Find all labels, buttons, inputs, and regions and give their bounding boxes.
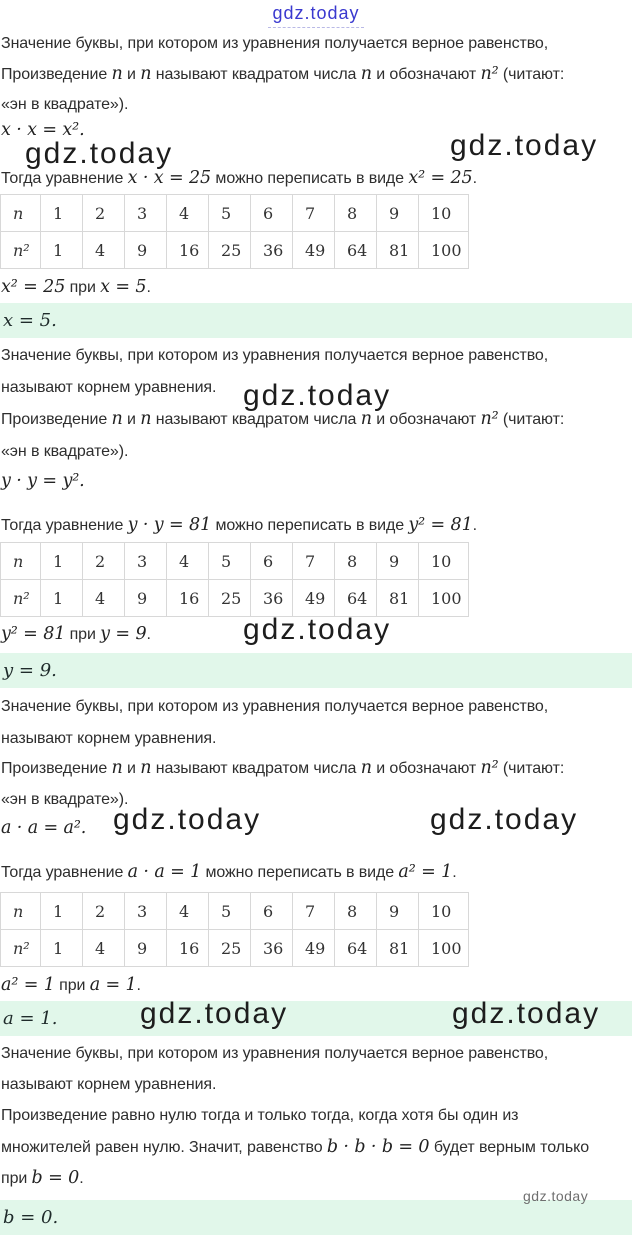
- table-cell: 10: [419, 893, 469, 930]
- text-line: [1, 1074, 216, 1096]
- table-cell: 9: [125, 232, 167, 269]
- plain-text: и: [122, 411, 141, 428]
- squares-table: [0, 194, 469, 269]
- gdz-logo-link[interactable]: gdz.today: [268, 3, 363, 28]
- watermark: gdz.today: [450, 129, 599, 162]
- table-cell: 1: [41, 580, 83, 617]
- plain-text: «эн в квадрате»).: [1, 96, 129, 113]
- table-cell: 4: [83, 930, 125, 967]
- table-cell: 16: [167, 580, 209, 617]
- math-text: y · y = y².: [1, 471, 85, 491]
- text-line: [1, 789, 128, 811]
- plain-text: называют квадратом числа: [151, 760, 361, 777]
- plain-text: .: [146, 626, 151, 643]
- table-cell: 1: [41, 543, 83, 580]
- text-line: [1, 345, 548, 367]
- plain-text: Произведение: [1, 411, 112, 428]
- text-line: [1, 728, 216, 750]
- table-cell: 5: [209, 195, 251, 232]
- text-line: [1, 861, 457, 884]
- math-text: y² = 81: [1, 624, 66, 644]
- math-text: x² = 25: [1, 277, 66, 297]
- text-line: [1, 167, 477, 190]
- plain-text: при: [54, 977, 90, 994]
- text-line: [1, 63, 564, 86]
- table-cell: 9: [377, 893, 419, 930]
- plain-text: называют квадратом числа: [151, 66, 361, 83]
- math-text: n: [111, 409, 123, 429]
- table-cell: 8: [335, 893, 377, 930]
- plain-text: и обозначают: [371, 66, 481, 83]
- math-text: n: [360, 64, 372, 84]
- watermark: gdz.today: [452, 997, 601, 1030]
- plain-text: при: [1, 1170, 32, 1187]
- table-cell: 6: [251, 893, 293, 930]
- plain-text: называют корнем уравнения.: [1, 730, 217, 747]
- table-cell: 3: [125, 195, 167, 232]
- plain-text: можно переписать в виде: [201, 864, 399, 881]
- table-cell: 9: [377, 195, 419, 232]
- result-line: [1, 974, 141, 997]
- watermark: gdz.today: [113, 803, 262, 836]
- plain-text: .: [452, 864, 457, 881]
- table-cell: 1: [41, 930, 83, 967]
- squares-table: [0, 542, 469, 617]
- math-text: a · a = 1: [127, 862, 202, 882]
- math-text: a² = 1: [1, 975, 55, 995]
- table-cell: 81: [377, 580, 419, 617]
- text-line: [1, 757, 564, 780]
- math-text: x = 5.: [3, 310, 57, 331]
- plain-text: и: [122, 760, 141, 777]
- text-line: [1, 377, 216, 399]
- table-cell: 2: [83, 543, 125, 580]
- table-cell: 9: [125, 580, 167, 617]
- plain-text: Произведение: [1, 760, 112, 777]
- table-cell: 4: [167, 893, 209, 930]
- table-cell: 64: [335, 232, 377, 269]
- plain-text: Значение буквы, при котором из уравнения получается верное равенство,: [1, 698, 549, 715]
- math-text: x · x = x².: [1, 120, 85, 140]
- table-cell: 36: [251, 232, 293, 269]
- text-line: [1, 33, 548, 55]
- table-cell: 36: [251, 930, 293, 967]
- math-text: b = 0: [31, 1168, 80, 1188]
- watermark: gdz.today: [243, 379, 392, 412]
- text-line: [1, 1105, 518, 1127]
- table-cell: 1: [41, 893, 83, 930]
- plain-text: и обозначают: [371, 411, 481, 428]
- table-cell: 5: [209, 543, 251, 580]
- math-text: x · x = 25: [127, 168, 212, 188]
- table-cell: 4: [83, 232, 125, 269]
- math-text: n²: [480, 758, 499, 778]
- table-cell: 8: [335, 543, 377, 580]
- result-line: [1, 276, 151, 299]
- table-row: [1, 580, 469, 617]
- table-cell: 49: [293, 232, 335, 269]
- table-cell: 64: [335, 580, 377, 617]
- answer-highlight: [0, 1001, 632, 1036]
- table-cell: 8: [335, 195, 377, 232]
- plain-text: .: [472, 517, 477, 534]
- table-cell: 64: [335, 930, 377, 967]
- plain-text: множителей равен нулю. Значит, равенство: [1, 1139, 327, 1156]
- table-cell: 100: [419, 232, 469, 269]
- plain-text: Тогда уравнение: [1, 517, 128, 534]
- text-line: [1, 441, 128, 463]
- math-text: a · a = a².: [1, 818, 87, 838]
- math-text: y · y = 81: [127, 515, 212, 535]
- table-cell: 5: [209, 893, 251, 930]
- watermark: gdz.today: [25, 137, 174, 170]
- text-line: [1, 94, 128, 116]
- table-cell: 4: [167, 195, 209, 232]
- math-text: a² = 1: [398, 862, 453, 882]
- table-cell: n²: [1, 580, 41, 617]
- table-cell: n: [1, 543, 41, 580]
- table-cell: 7: [293, 893, 335, 930]
- table-row: [1, 893, 469, 930]
- plain-text: при: [65, 626, 101, 643]
- math-text: n: [140, 409, 152, 429]
- watermark: gdz.today: [243, 613, 392, 646]
- math-text: a = 1.: [3, 1008, 58, 1029]
- plain-text: .: [472, 170, 477, 187]
- table-cell: 2: [83, 893, 125, 930]
- math-text: n²: [480, 64, 499, 84]
- plain-text: называют корнем уравнения.: [1, 379, 217, 396]
- plain-text: (читают:: [498, 760, 565, 777]
- math-text: a = 1: [89, 975, 137, 995]
- math-text: n: [360, 758, 372, 778]
- plain-text: .: [79, 1170, 84, 1187]
- table-cell: 25: [209, 930, 251, 967]
- watermark: gdz.today: [430, 803, 579, 836]
- table-cell: 16: [167, 232, 209, 269]
- math-text: n: [140, 758, 152, 778]
- table-cell: 81: [377, 930, 419, 967]
- table-cell: 25: [209, 232, 251, 269]
- squares-table: [0, 892, 469, 967]
- math-text: n: [360, 409, 372, 429]
- table-cell: 36: [251, 580, 293, 617]
- table-cell: 7: [293, 195, 335, 232]
- math-text: n: [111, 64, 123, 84]
- plain-text: .: [146, 279, 151, 296]
- table-cell: 6: [251, 195, 293, 232]
- plain-text: будет верным только: [429, 1139, 590, 1156]
- table-cell: 3: [125, 543, 167, 580]
- plain-text: можно переписать в виде: [211, 170, 409, 187]
- plain-text: Тогда уравнение: [1, 170, 128, 187]
- table-cell: n²: [1, 232, 41, 269]
- watermark: gdz.today: [140, 997, 289, 1030]
- math-text: y = 9.: [3, 660, 57, 681]
- plain-text: Произведение равно нулю тогда и только тогда, когда хотя бы один из: [1, 1107, 519, 1124]
- table-cell: 4: [83, 580, 125, 617]
- math-text: n: [111, 758, 123, 778]
- table-cell: 2: [83, 195, 125, 232]
- text-line: [1, 1167, 84, 1190]
- table-cell: 100: [419, 930, 469, 967]
- plain-text: Произведение: [1, 66, 112, 83]
- table-cell: 9: [125, 930, 167, 967]
- formula-line: [1, 119, 85, 142]
- plain-text: можно переписать в виде: [211, 517, 409, 534]
- table-cell: 10: [419, 543, 469, 580]
- table-cell: 49: [293, 580, 335, 617]
- table-cell: 3: [125, 893, 167, 930]
- answer-highlight: [0, 303, 632, 338]
- answer-highlight: [0, 653, 632, 688]
- table-cell: 9: [377, 543, 419, 580]
- table-cell: n²: [1, 930, 41, 967]
- table-cell: n: [1, 893, 41, 930]
- watermark: gdz.today: [523, 1188, 589, 1204]
- formula-line: [1, 470, 85, 493]
- plain-text: .: [136, 977, 141, 994]
- result-line: [1, 623, 151, 646]
- plain-text: и обозначают: [371, 760, 481, 777]
- table-row: [1, 232, 469, 269]
- plain-text: «эн в квадрате»).: [1, 791, 129, 808]
- plain-text: Значение буквы, при котором из уравнения получается верное равенство,: [1, 35, 549, 52]
- math-text: y² = 81: [408, 515, 473, 535]
- table-cell: 81: [377, 232, 419, 269]
- text-line: [1, 408, 564, 431]
- table-cell: 25: [209, 580, 251, 617]
- table-cell: 49: [293, 930, 335, 967]
- table-row: [1, 930, 469, 967]
- table-cell: 16: [167, 930, 209, 967]
- table-cell: 10: [419, 195, 469, 232]
- plain-text: при: [65, 279, 101, 296]
- plain-text: Значение буквы, при котором из уравнения получается верное равенство,: [1, 1045, 549, 1062]
- table-cell: n: [1, 195, 41, 232]
- math-text: x = 5: [100, 277, 147, 297]
- text-line: [1, 696, 548, 718]
- math-text: n²: [480, 409, 499, 429]
- text-line: [1, 1136, 589, 1159]
- math-text: b · b · b = 0: [326, 1137, 430, 1157]
- table-row: [1, 195, 469, 232]
- plain-text: Тогда уравнение: [1, 864, 128, 881]
- math-text: y = 9: [100, 624, 147, 644]
- answer-highlight: [0, 1200, 632, 1235]
- text-line: [1, 514, 477, 537]
- plain-text: называют корнем уравнения.: [1, 1076, 217, 1093]
- plain-text: называют квадратом числа: [151, 411, 361, 428]
- plain-text: Значение буквы, при котором из уравнения получается верное равенство,: [1, 347, 549, 364]
- table-cell: 6: [251, 543, 293, 580]
- plain-text: и: [122, 66, 141, 83]
- formula-line: [1, 817, 86, 840]
- table-cell: 100: [419, 580, 469, 617]
- plain-text: (читают:: [498, 66, 565, 83]
- table-row: [1, 543, 469, 580]
- text-line: [1, 1043, 548, 1065]
- math-text: b = 0.: [3, 1207, 59, 1228]
- plain-text: (читают:: [498, 411, 565, 428]
- math-text: n: [140, 64, 152, 84]
- table-cell: 7: [293, 543, 335, 580]
- math-text: x² = 25: [408, 168, 473, 188]
- table-cell: 4: [167, 543, 209, 580]
- table-cell: 1: [41, 232, 83, 269]
- table-cell: 1: [41, 195, 83, 232]
- plain-text: «эн в квадрате»).: [1, 443, 129, 460]
